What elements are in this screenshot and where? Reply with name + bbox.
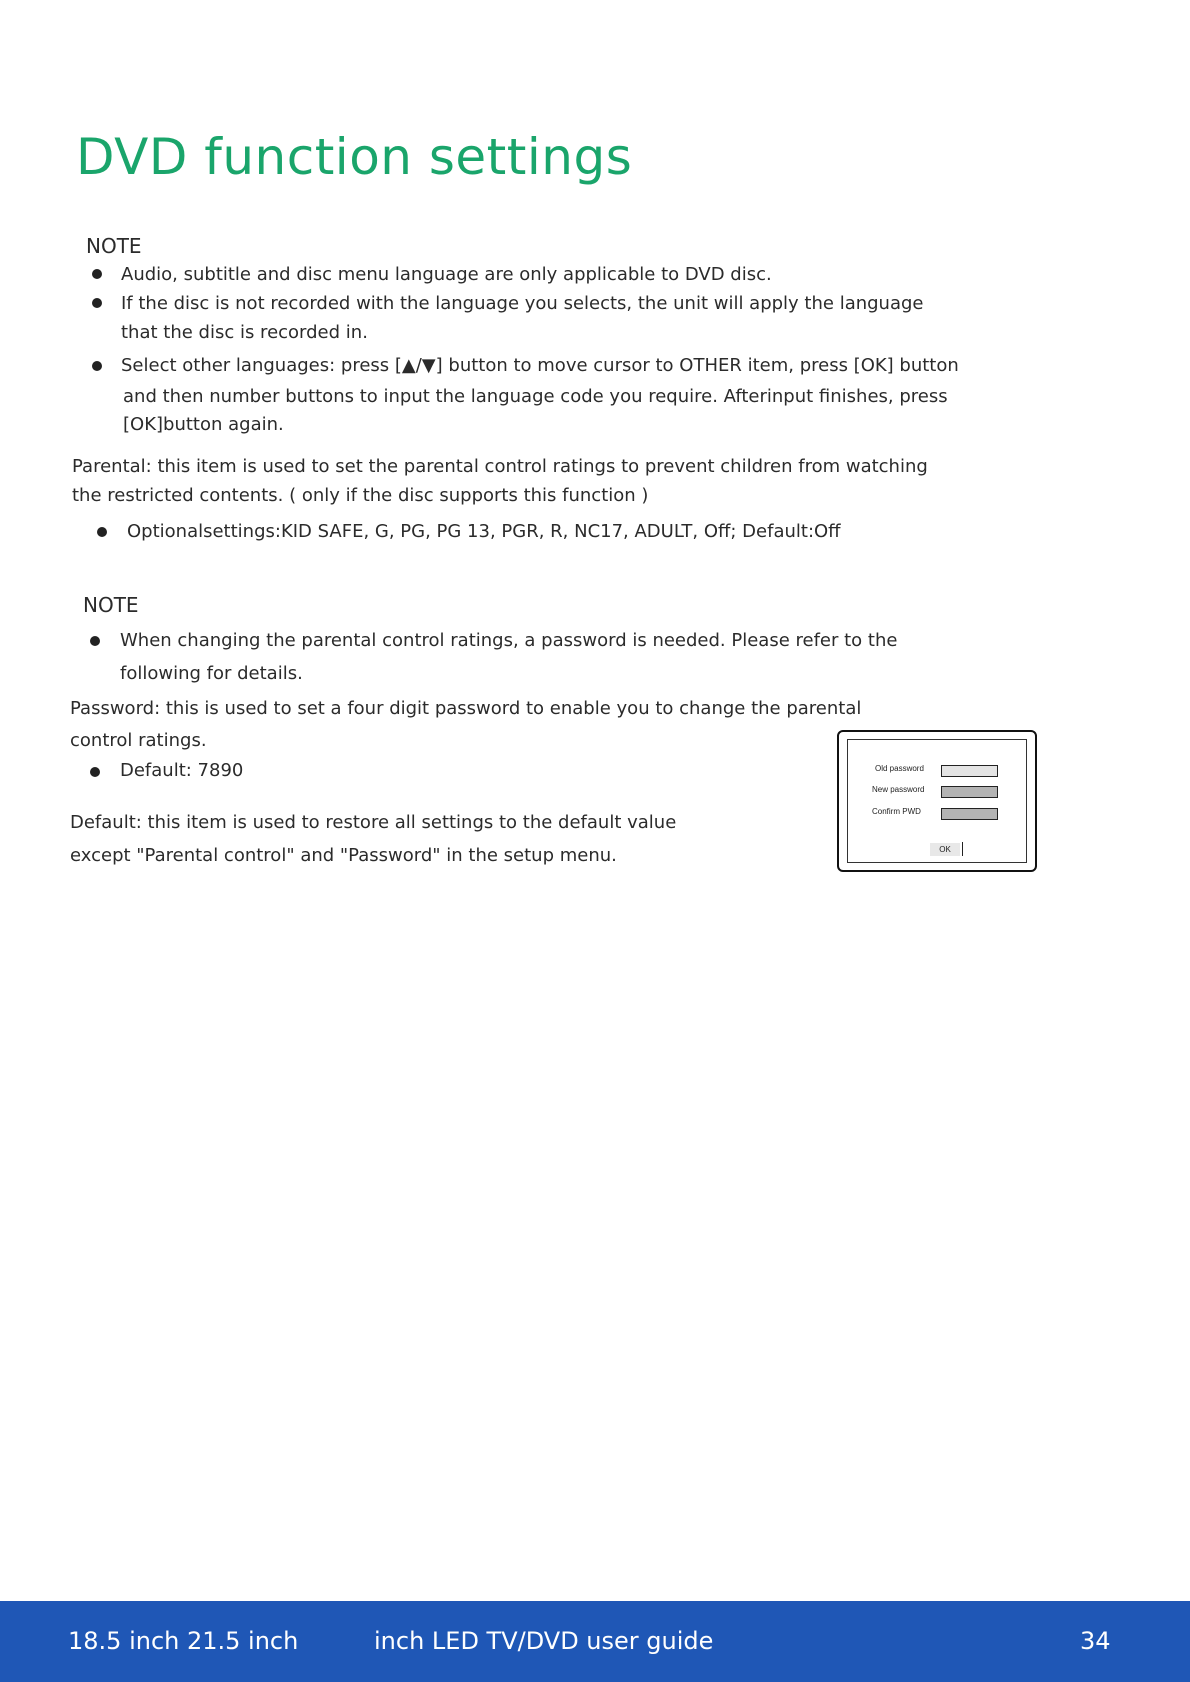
- default-description: except "Parental control" and "Password" in the setup menu.: [70, 845, 617, 866]
- footer-model-sizes: 18.5 inch 21.5 inch: [68, 1627, 299, 1655]
- password-description: Password: this is used to set a four digit password to enable you to change the parental: [70, 698, 862, 719]
- password-default: Default: 7890: [120, 760, 244, 781]
- parental-description: Parental: this item is used to set the parental control ratings to prevent children from watching: [72, 456, 928, 477]
- osd-ok-button: OK: [930, 843, 960, 856]
- password-description: control ratings.: [70, 730, 207, 751]
- osd-label-old-password: Old password: [875, 764, 924, 773]
- osd-panel: [847, 739, 1027, 863]
- bullet-icon: [92, 269, 102, 279]
- bullet-icon: [92, 298, 102, 308]
- default-description: Default: this item is used to restore all settings to the default value: [70, 812, 677, 833]
- page-footer: [0, 1601, 1190, 1682]
- bullet-icon: [97, 527, 107, 537]
- note-bullet-text: [OK]button again.: [123, 414, 284, 435]
- note-heading: NOTE: [83, 593, 139, 617]
- note-bullet-text: If the disc is not recorded with the language you selects, the unit will apply the language: [121, 293, 924, 314]
- parental-options: Optionalsettings:KID SAFE, G, PG, PG 13, PGR, R, NC17, ADULT, Off; Default:Off: [127, 521, 841, 542]
- note-bullet-text: When changing the parental control ratings, a password is needed. Please refer to the: [120, 630, 898, 651]
- parental-description: the restricted contents. ( only if the disc supports this function ): [72, 485, 649, 506]
- bullet-icon: [90, 767, 100, 777]
- osd-label-confirm-pwd: Confirm PWD: [872, 807, 921, 816]
- password-osd-illustration: [837, 730, 1037, 872]
- osd-confirm-pwd-field: [941, 808, 998, 820]
- bullet-icon: [92, 361, 102, 371]
- note-bullet-text: that the disc is recorded in.: [121, 322, 368, 343]
- footer-guide-title: inch LED TV/DVD user guide: [374, 1627, 714, 1655]
- note-bullet-text: following for details.: [120, 663, 303, 684]
- note-bullet-text: and then number buttons to input the language code you require. Afterinput finishes, press: [123, 386, 948, 407]
- note-bullet-text: Select other languages: press [▲/▼] button to move cursor to OTHER item, press [OK] button: [121, 355, 959, 376]
- note-bullet-text: Audio, subtitle and disc menu language are only applicable to DVD disc.: [121, 264, 772, 285]
- bullet-icon: [90, 636, 100, 646]
- note-heading: NOTE: [86, 234, 142, 258]
- osd-new-password-field: [941, 786, 998, 798]
- footer-page-number: 34: [1080, 1627, 1111, 1655]
- osd-label-new-password: New password: [872, 785, 925, 794]
- osd-cursor: [962, 842, 963, 856]
- osd-old-password-field: [941, 765, 998, 777]
- page-title: DVD function settings: [76, 128, 633, 186]
